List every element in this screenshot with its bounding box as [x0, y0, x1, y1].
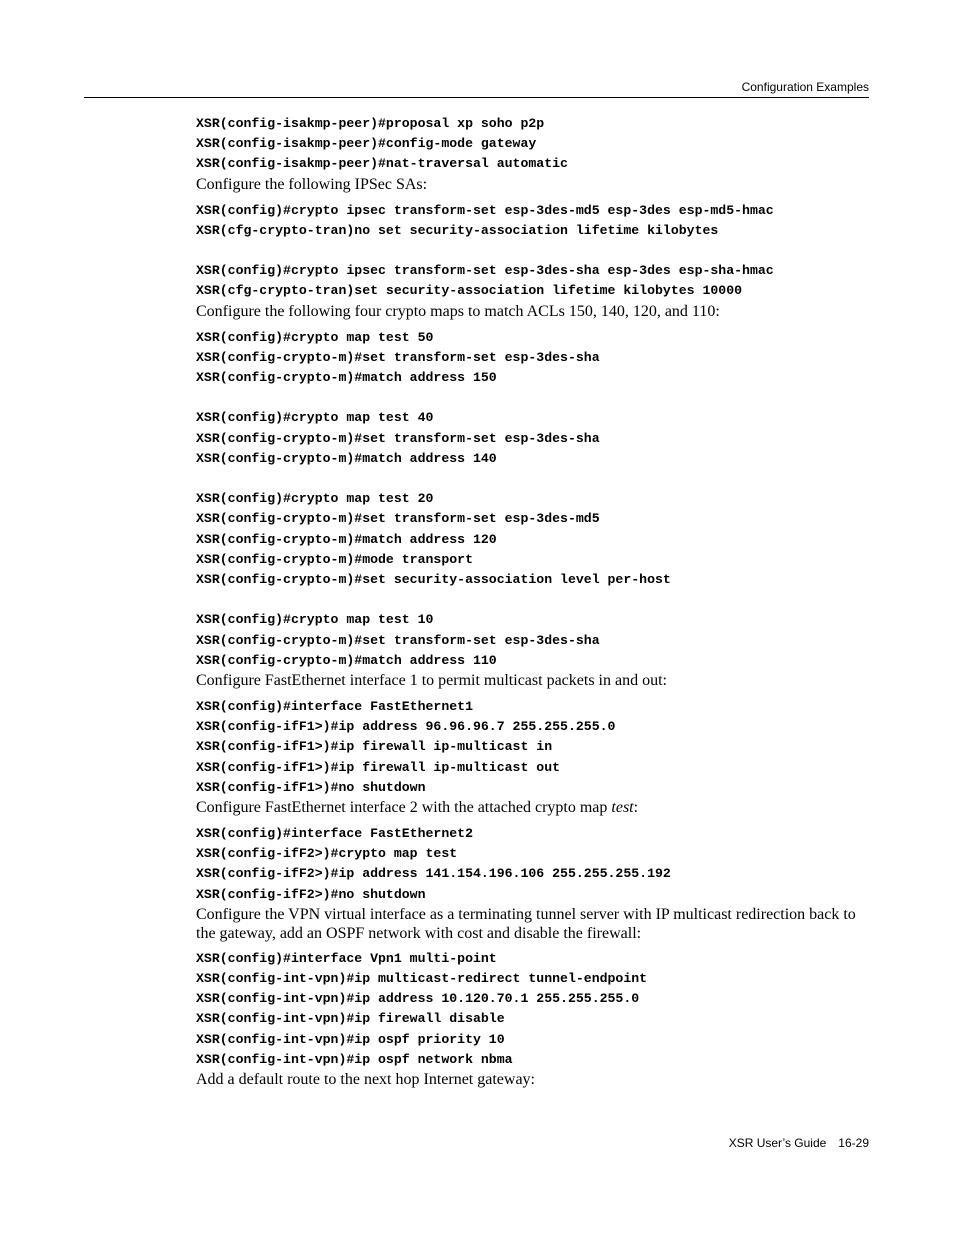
code-block-fastethernet2: XSR(config)#interface FastEthernet2 XSR(config-ifF2>)#crypto map test XSR(config-ifF2>)#ip address 141.154.196.106 255.255.255.192 XSR(config-ifF2>)#no shutdown [196, 826, 671, 902]
paragraph-fastethernet1: Configure FastEthernet interface 1 to permit multicast packets in and out: [196, 672, 667, 690]
paragraph-crypto-maps: Configure the following four crypto maps to match ACLs 150, 140, 120, and 110: [196, 302, 720, 320]
paragraph-ipsec-sas: Configure the following IPSec SAs: [196, 175, 428, 193]
code-block-transform-md5: XSR(config)#crypto ipsec transform-set esp-3des-md5 esp-3des esp-md5-hmac XSR(cfg-crypto-tran)no set security-association lifetime kilobytes [196, 202, 774, 238]
paragraph-fastethernet2: Configure FastEthernet interface 2 with the attached crypto map test: [196, 799, 639, 817]
header-rule [84, 97, 869, 98]
code-block-map-40: XSR(config)#crypto map test 40 XSR(config-crypto-m)#set transform-set esp-3des-sha XSR(config-crypto-m)#match address 140 [196, 410, 600, 466]
code-block-transform-sha: XSR(config)#crypto ipsec transform-set esp-3des-sha esp-3des esp-sha-hmac XSR(cfg-crypto-tran)set security-association lifetime kilobytes 10000 [196, 263, 774, 299]
page-content [196, 114, 869, 1095]
paragraph-default-route: Add a default route to the next hop Internet gateway: [196, 1071, 535, 1089]
page-footer [729, 1136, 869, 1150]
code-block-map-10: XSR(config)#crypto map test 10 XSR(config-crypto-m)#set transform-set esp-3des-sha XSR(config-crypto-m)#match address 110 [196, 612, 600, 668]
page-number: 16-29 [838, 1136, 869, 1150]
italic-map-name: test [611, 799, 634, 817]
paragraph-vpn: Configure the VPN virtual interface as a terminating tunnel server with IP multicast redirection back to the gateway, add an OSPF network with cost and disable the firewall: [196, 905, 856, 942]
code-block-vpn: XSR(config)#interface Vpn1 multi-point XSR(config-int-vpn)#ip multicast-redirect tunnel-endpoint XSR(config-int-vpn)#ip address 10.120.70.1 255.255.255.0 XSR(config-int-vpn)#ip firewall disable XSR(config-int-vpn)#ip ospf priority 10 XSR(config-int-vpn)#ip ospf network nbma [196, 950, 648, 1067]
code-block-isakmp: XSR(config-isakmp-peer)#proposal xp soho p2p XSR(config-isakmp-peer)#config-mode gateway XSR(config-isakmp-peer)#nat-traversal automatic [196, 116, 568, 172]
footer-guide-title: XSR User’s Guide [728, 1136, 827, 1150]
code-block-map-50: XSR(config)#crypto map test 50 XSR(config-crypto-m)#set transform-set esp-3des-sha XSR(config-crypto-m)#match address 150 [196, 329, 600, 386]
running-header: Configuration Examples [741, 80, 869, 94]
code-block-fastethernet1: XSR(config)#interface FastEthernet1 XSR(config-ifF1>)#ip address 96.96.96.7 255.255.255.0 XSR(config-ifF1>)#ip firewall ip-multicast in XSR(config-ifF1>)#ip firewall ip-multicast out XSR(config-ifF1>)#no shutdown [196, 699, 616, 795]
code-block-map-20: XSR(config)#crypto map test 20 XSR(config-crypto-m)#set transform-set esp-3des-md5 XSR(config-crypto-m)#match address 120 XSR(config-crypto-m)#mode transport XSR(config-crypto-m)#set security-association level per-host [196, 491, 671, 588]
